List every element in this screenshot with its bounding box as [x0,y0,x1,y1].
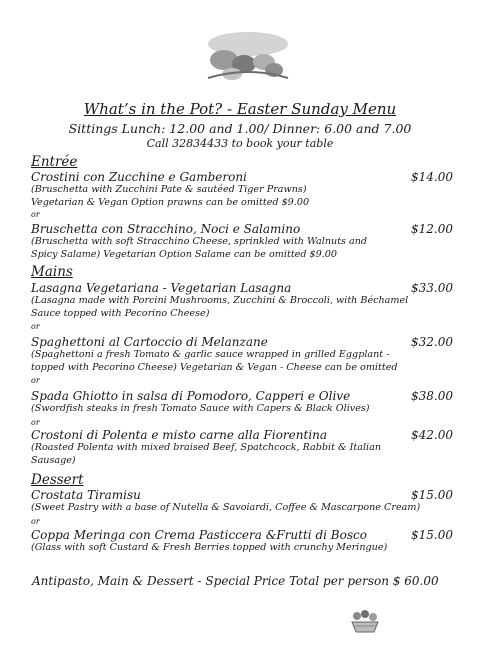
item-description: (Roasted Polenta with mixed braised Beef, Spatchcock, Rabbit & Italian Sausage) [31,442,382,466]
easter-basket-illustration [348,608,382,636]
item-name: Lasagna Vegetariana - Vegetarian Lasagna [31,281,292,295]
menu-item [31,488,471,515]
item-description: (Glass with soft Custard & Fresh Berries topped with crunchy Meringue) [31,542,388,553]
item-description: (Bruschetta with soft Stracchino Cheese, sprinkled with Walnuts and Spicy Salame) Vegetarian Option Salame can be omitted $9.00 [31,236,368,260]
section-dessert: Dessert [31,472,84,488]
item-description: (Lasagna made with Porcini Mushrooms, Zucchini & Broccoli, with Béchamel Sauce topped with Pecorino Cheese) [31,295,409,319]
item-name: Crostini con Zucchine e Gamberoni [31,170,247,184]
item-price: $14.00 [411,170,453,184]
item-price: $15.00 [411,528,453,542]
menu-item [31,389,471,416]
item-description: (Spaghettoni a fresh Tomato & garlic sauce wrapped in grilled Eggplant - topped with Pecorino Cheese) Vegetarian & Vegan - Cheese can be omitted [31,349,398,373]
or-separator: or [31,418,40,427]
item-name: Spada Ghiotto in salsa di Pomodoro, Capperi e Olive [31,389,351,403]
menu-item [31,222,471,261]
menu-title: What’s in the Pot? - Easter Sunday Menu [83,100,397,118]
item-price: $33.00 [411,281,453,295]
booking-phone: Call 32834433 to book your table [146,137,334,150]
menu-item [31,335,471,374]
easter-eggs-illustration [204,30,292,82]
or-separator: or [31,210,40,219]
menu-item [31,170,471,209]
sittings-times: Sittings Lunch: 12.00 and 1.00/ Dinner: 6.00 and 7.00 [68,121,412,136]
section-mains: Mains [31,264,73,280]
item-name: Crostoni di Polenta e misto carne alla Fiorentina [31,428,328,442]
item-name: Spaghettoni al Cartoccio di Melanzane [31,335,268,349]
special-price: Antipasto, Main & Dessert - Special Price Total per person $ 60.00 [32,574,439,588]
or-separator: or [31,322,40,331]
item-name: Bruschetta con Stracchino, Noci e Salamino [31,222,301,236]
item-price: $15.00 [411,488,453,502]
item-name: Coppa Meringa con Crema Pasticcera &Frutti di Bosco [31,528,367,542]
item-description: (Swordfish steaks in fresh Tomato Sauce with Capers & Black Olives) [31,403,370,414]
menu-item [31,428,471,467]
menu-item [31,528,471,555]
or-separator: or [31,517,40,526]
section-entree: Entrée [31,154,78,170]
item-description: (Sweet Pastry with a base of Nutella & Savoiardi, Coffee & Mascarpone Cream) [31,502,421,513]
item-price: $38.00 [411,389,453,403]
item-name: Crostata Tiramisu [31,488,141,502]
item-price: $12.00 [411,222,453,236]
item-price: $42.00 [411,428,453,442]
item-price: $32.00 [411,335,453,349]
item-description: (Bruschetta with Zucchini Pate & sautéed Tiger Prawns) Vegetarian & Vegan Option prawns can be omitted $9.00 [31,184,310,208]
menu-item [31,281,471,320]
or-separator: or [31,376,40,385]
